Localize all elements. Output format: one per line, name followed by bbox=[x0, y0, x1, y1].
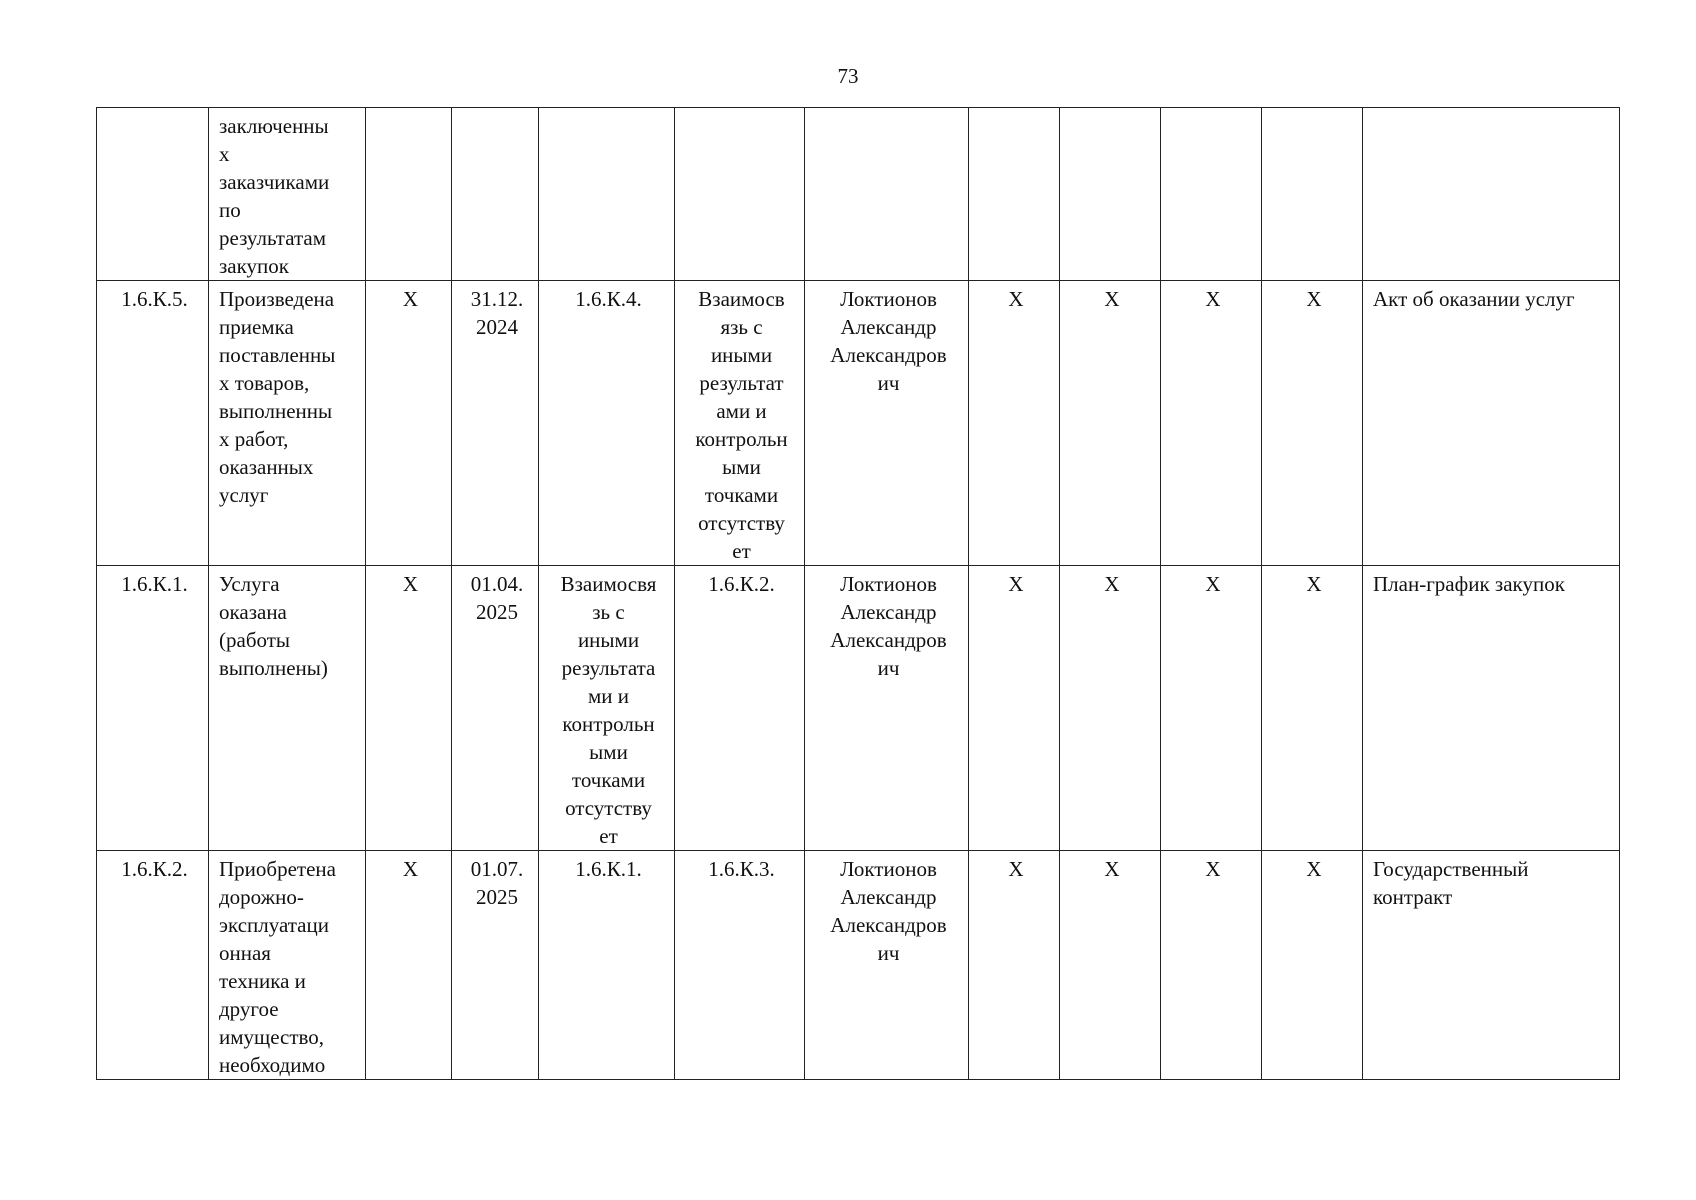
start-date-cell: X bbox=[366, 851, 452, 1080]
mark-cell: X bbox=[1060, 566, 1161, 851]
name-cell: заключенны х заказчиками по результатам закупок bbox=[209, 108, 366, 281]
mark-cell: X bbox=[1060, 851, 1161, 1080]
predecessor-cell bbox=[539, 108, 675, 281]
mark-cell: X bbox=[1060, 281, 1161, 566]
name-cell: Приобретена дорожно- эксплуатаци онная техника и другое имущество, необходимо bbox=[209, 851, 366, 1080]
mark-cell bbox=[1262, 108, 1363, 281]
mark-cell bbox=[1060, 108, 1161, 281]
successor-cell: Взаимосв язь с иными результат ами и контрольн ыми точками отсутству ет bbox=[675, 281, 805, 566]
page-number: 73 bbox=[837, 64, 859, 88]
responsible-cell bbox=[805, 108, 969, 281]
successor-cell bbox=[675, 108, 805, 281]
responsible-cell: Локтионов Александр Александров ич bbox=[805, 566, 969, 851]
name-cell: Произведена приемка поставленны х товаров, выполненны х работ, оказанных услуг bbox=[209, 281, 366, 566]
start-date-cell: X bbox=[366, 566, 452, 851]
control-points-table bbox=[96, 107, 1620, 1080]
document-cell: План-график закупок bbox=[1363, 566, 1620, 851]
successor-cell: 1.6.К.3. bbox=[675, 851, 805, 1080]
end-date-cell: 01.07. 2025 bbox=[452, 851, 539, 1080]
mark-cell: X bbox=[1262, 851, 1363, 1080]
table-row bbox=[97, 108, 1620, 281]
start-date-cell bbox=[366, 108, 452, 281]
mark-cell: X bbox=[1262, 281, 1363, 566]
mark-cell: X bbox=[1161, 281, 1262, 566]
code-cell: 1.6.К.1. bbox=[97, 566, 209, 851]
code-cell: 1.6.К.2. bbox=[97, 851, 209, 1080]
end-date-cell bbox=[452, 108, 539, 281]
document-cell: Государственный контракт bbox=[1363, 851, 1620, 1080]
responsible-cell: Локтионов Александр Александров ич bbox=[805, 281, 969, 566]
mark-cell: X bbox=[969, 281, 1060, 566]
code-cell bbox=[97, 108, 209, 281]
start-date-cell: X bbox=[366, 281, 452, 566]
document-cell bbox=[1363, 108, 1620, 281]
code-cell: 1.6.К.5. bbox=[97, 281, 209, 566]
mark-cell: X bbox=[969, 851, 1060, 1080]
document-cell: Акт об оказании услуг bbox=[1363, 281, 1620, 566]
mark-cell: X bbox=[1161, 566, 1262, 851]
table-row bbox=[97, 566, 1620, 851]
mark-cell bbox=[1161, 108, 1262, 281]
responsible-cell: Локтионов Александр Александров ич bbox=[805, 851, 969, 1080]
predecessor-cell: 1.6.К.4. bbox=[539, 281, 675, 566]
mark-cell bbox=[969, 108, 1060, 281]
table-row bbox=[97, 281, 1620, 566]
predecessor-cell: Взаимосвя зь с иными результата ми и контрольн ыми точками отсутству ет bbox=[539, 566, 675, 851]
mark-cell: X bbox=[969, 566, 1060, 851]
name-cell: Услуга оказана (работы выполнены) bbox=[209, 566, 366, 851]
mark-cell: X bbox=[1262, 566, 1363, 851]
table-row bbox=[97, 851, 1620, 1080]
successor-cell: 1.6.К.2. bbox=[675, 566, 805, 851]
end-date-cell: 31.12. 2024 bbox=[452, 281, 539, 566]
predecessor-cell: 1.6.К.1. bbox=[539, 851, 675, 1080]
mark-cell: X bbox=[1161, 851, 1262, 1080]
end-date-cell: 01.04. 2025 bbox=[452, 566, 539, 851]
